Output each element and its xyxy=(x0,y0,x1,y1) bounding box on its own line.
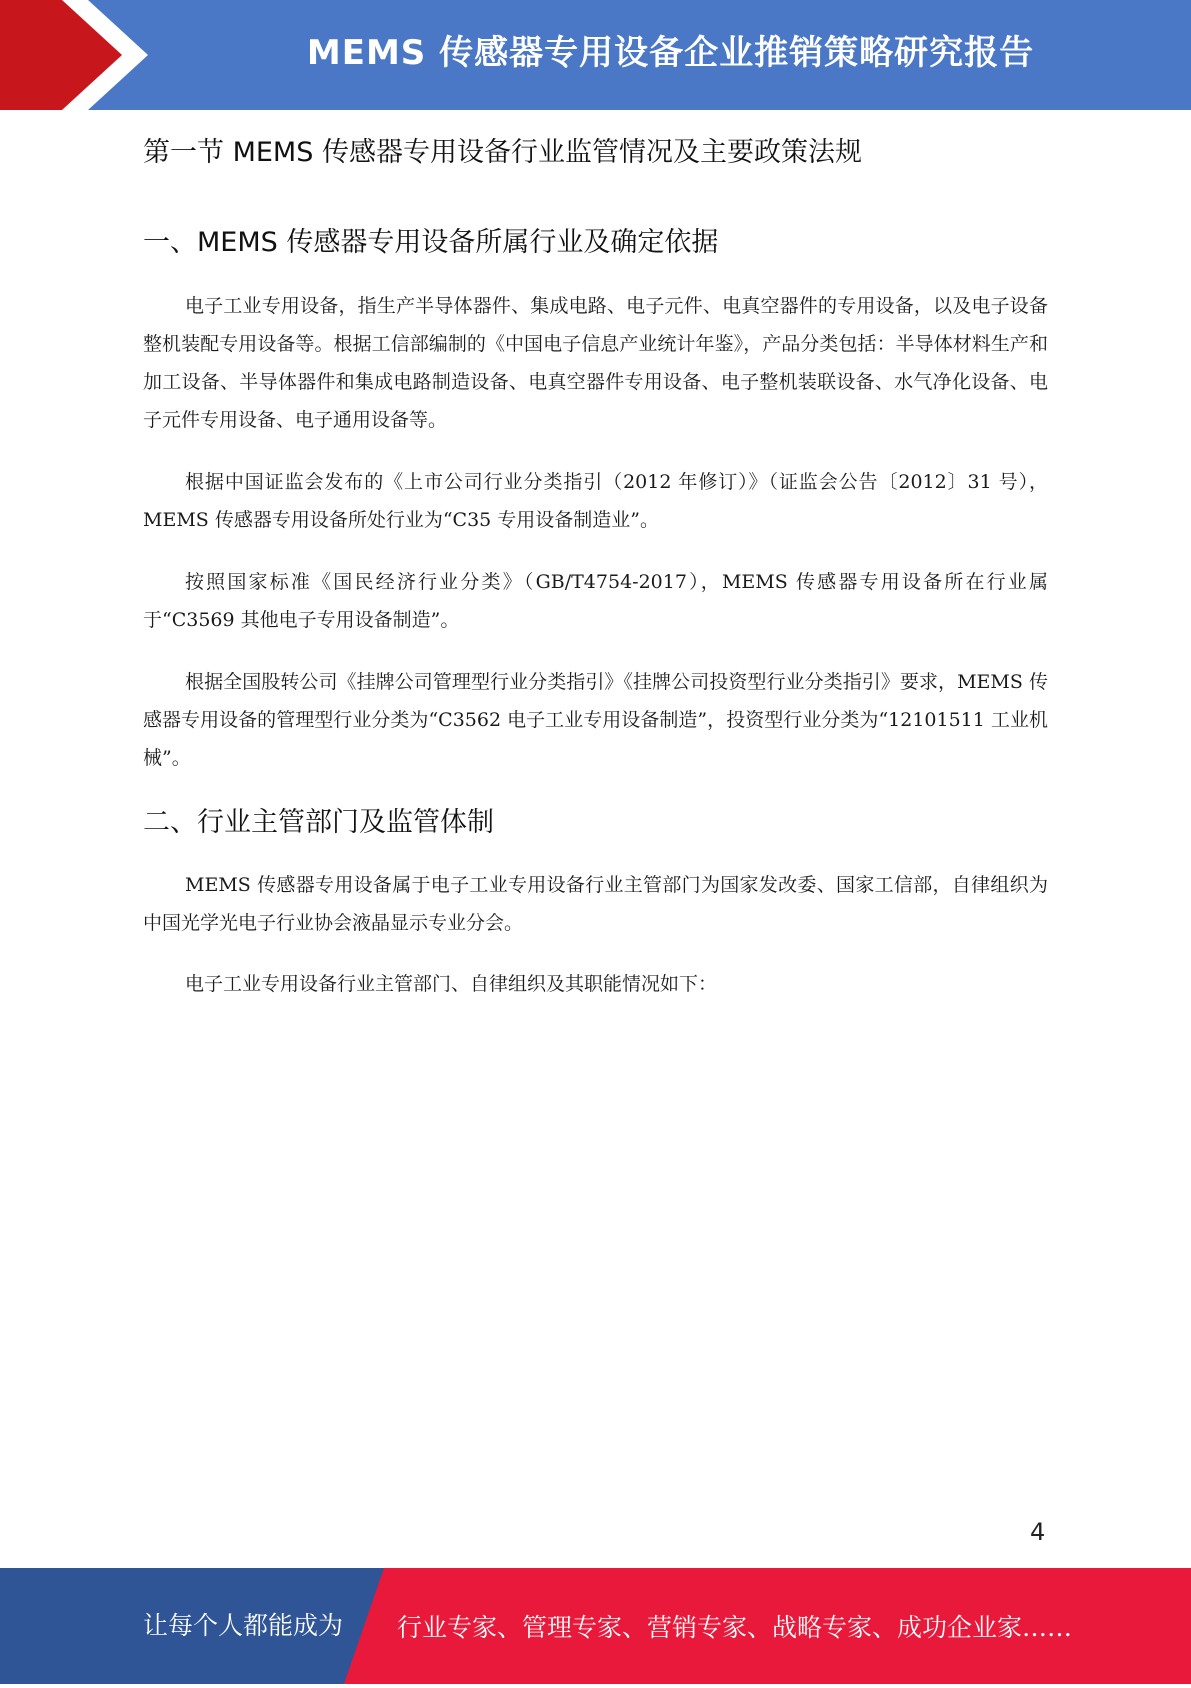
section-title: 第一节 MEMS 传感器专用设备行业监管情况及主要政策法规 xyxy=(143,137,862,168)
paragraph: 根据中国证监会发布的《上市公司行业分类指引（2012 年修订）》（证监会公告〔2012〕31 号），MEMS 传感器专用设备所处行业为“C35 专用设备制造业”。 xyxy=(143,471,1048,531)
footer-banner xyxy=(0,1568,1191,1684)
footer-slogan-right: 行业专家、管理专家、营销专家、战略专家、成功企业家…… xyxy=(397,1613,1073,1642)
part2-heading: 二、行业主管部门及监管体制 xyxy=(143,807,494,838)
paragraph: 按照国家标准《国民经济行业分类》（GB/T4754-2017），MEMS 传感器专用设备所在行业属于“C3569 其他电子专用设备制造”。 xyxy=(143,571,1048,631)
header-banner xyxy=(0,0,1191,110)
paragraph: 电子工业专用设备，指生产半导体器件、集成电路、电子元件、电真空器件的专用设备，以及电子设备整机装配专用设备等。根据工信部编制的《中国电子信息产业统计年鉴》，产品分类包括：半导体材料生产和加工设备、半导体器件和集成电路制造设备、电真空器件专用设备、电子整机装联设备、水气净化设备、电子元件专用设备、电子通用设备等。 xyxy=(143,295,1048,431)
page-number: 4 xyxy=(1030,1518,1046,1546)
report-title: MEMS 传感器专用设备企业推销策略研究报告 xyxy=(306,33,1035,73)
paragraph: MEMS 传感器专用设备属于电子工业专用设备行业主管部门为国家发改委、国家工信部，自律组织为中国光学光电子行业协会液晶显示专业分会。 xyxy=(143,874,1048,934)
part1-heading: 一、MEMS 传感器专用设备所属行业及确定依据 xyxy=(143,227,719,258)
footer-slogan-left: 让每个人都能成为 xyxy=(143,1611,344,1640)
paragraph: 根据全国股转公司《挂牌公司管理型行业分类指引》《挂牌公司投资型行业分类指引》要求，MEMS 传感器专用设备的管理型行业分类为“C3562 电子工业专用设备制造”，投资型行业分类为“12101511 工业机械”。 xyxy=(143,671,1048,769)
header-arrow-decoration xyxy=(0,0,160,110)
paragraph: 电子工业专用设备行业主管部门、自律组织及其职能情况如下： xyxy=(185,973,718,995)
